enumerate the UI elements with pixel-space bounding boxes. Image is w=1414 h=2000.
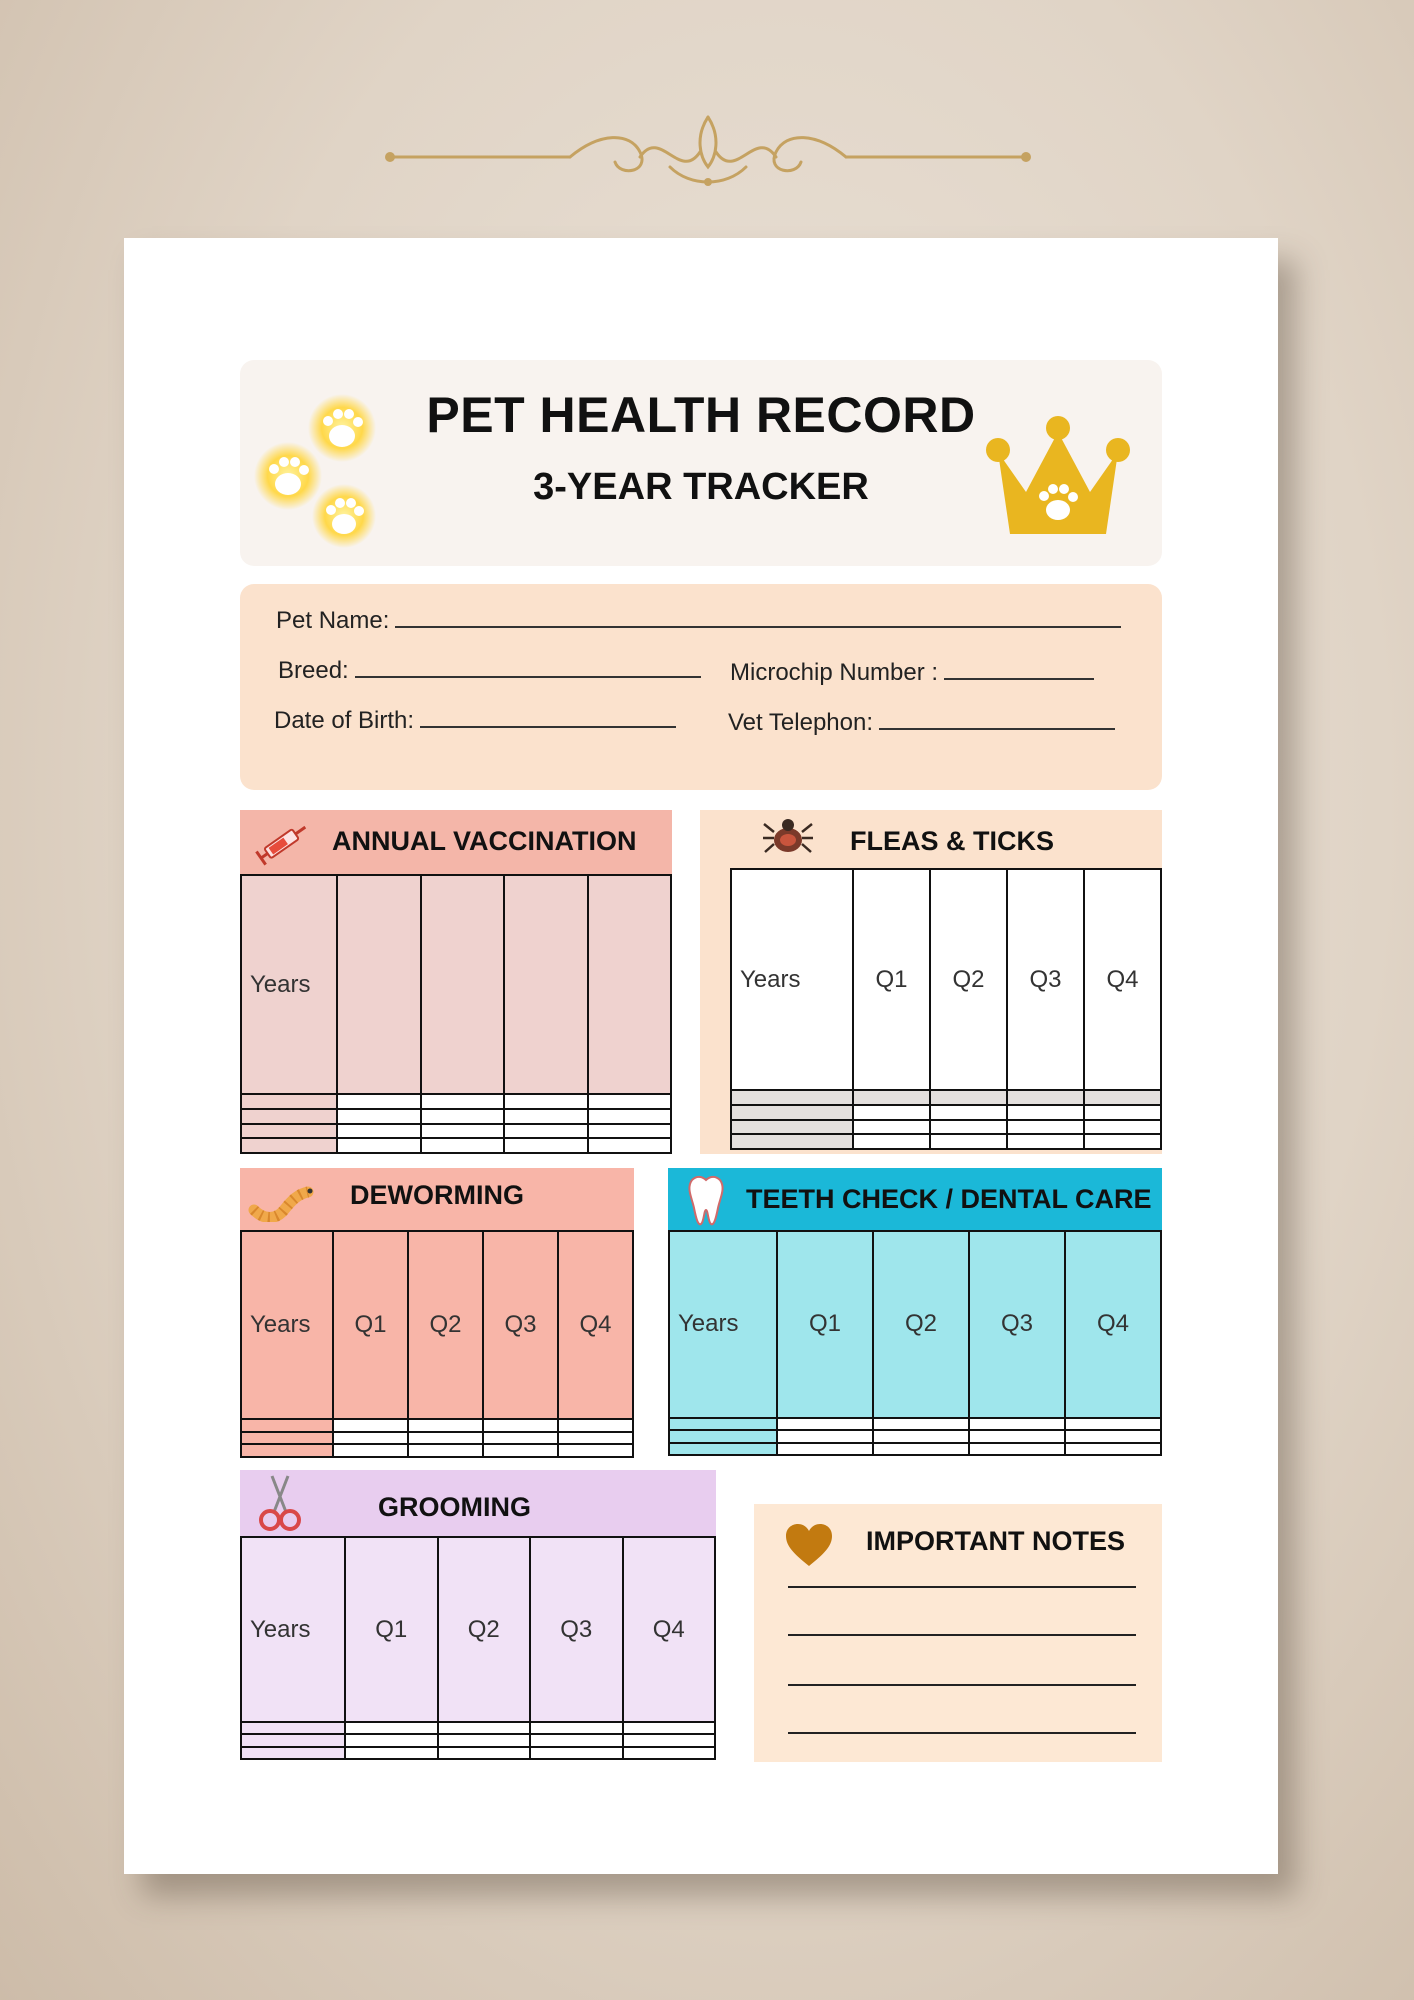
table-row <box>241 1419 633 1432</box>
entry-cell[interactable] <box>1065 1418 1161 1430</box>
entry-cell[interactable] <box>483 1444 558 1457</box>
entry-cell[interactable] <box>623 1722 716 1734</box>
year-cell[interactable] <box>241 1747 345 1759</box>
quarter-header-cell: Q3 <box>1007 869 1084 1090</box>
entry-cell[interactable] <box>558 1444 633 1457</box>
teeth-panel <box>668 1168 1162 1458</box>
breed-label: Breed: <box>278 657 349 684</box>
table-row <box>241 1747 715 1759</box>
quarter-header-cell: Q4 <box>623 1537 716 1722</box>
year-cell[interactable] <box>669 1418 777 1430</box>
entry-cell[interactable] <box>969 1443 1065 1455</box>
breed-row <box>278 654 701 685</box>
page-title: PET HEALTH RECORD <box>426 387 976 443</box>
year-cell[interactable] <box>241 1124 337 1139</box>
entry-cell[interactable] <box>853 1090 930 1105</box>
heart-icon <box>784 1522 834 1568</box>
syringe-icon <box>254 816 314 868</box>
table-row <box>241 1109 671 1124</box>
quarter-header-cell: Q4 <box>1065 1231 1161 1418</box>
year-cell[interactable] <box>241 1432 333 1445</box>
quarter-header-cell: Q2 <box>408 1231 483 1419</box>
entry-cell[interactable] <box>930 1105 1007 1120</box>
entry-cell[interactable] <box>588 1138 672 1153</box>
entry-cell[interactable] <box>1007 1105 1084 1120</box>
entry-cell[interactable] <box>421 1138 505 1153</box>
year-cell[interactable] <box>241 1734 345 1746</box>
entry-cell[interactable] <box>530 1734 623 1746</box>
entry-cell[interactable] <box>930 1134 1007 1149</box>
entry-cell[interactable] <box>873 1443 969 1455</box>
quarter-header-cell <box>421 875 505 1094</box>
entry-cell[interactable] <box>873 1430 969 1442</box>
entry-cell[interactable] <box>558 1432 633 1445</box>
entry-cell[interactable] <box>333 1432 408 1445</box>
entry-cell[interactable] <box>623 1747 716 1759</box>
table-row <box>731 1105 1161 1120</box>
quarter-header-cell: Q2 <box>930 869 1007 1090</box>
year-cell[interactable] <box>241 1109 337 1124</box>
entry-cell[interactable] <box>337 1109 421 1124</box>
dob-row <box>274 704 676 735</box>
important-notes-panel <box>754 1504 1162 1762</box>
entry-cell[interactable] <box>483 1432 558 1445</box>
table-row <box>731 1120 1161 1135</box>
years-header-cell: Years <box>241 1537 345 1722</box>
entry-cell[interactable] <box>853 1120 930 1135</box>
entry-cell[interactable] <box>853 1134 930 1149</box>
grooming-table <box>240 1536 716 1760</box>
years-header-cell: Years <box>731 869 853 1090</box>
entry-cell[interactable] <box>337 1124 421 1139</box>
table-row <box>731 1134 1161 1149</box>
grooming-panel <box>240 1470 716 1760</box>
entry-cell[interactable] <box>1065 1443 1161 1455</box>
annual-vaccination-title: ANNUAL VACCINATION <box>332 826 637 856</box>
year-cell[interactable] <box>669 1430 777 1442</box>
table-row <box>241 1124 671 1139</box>
entry-cell[interactable] <box>337 1138 421 1153</box>
entry-cell[interactable] <box>930 1120 1007 1135</box>
important-notes-title: IMPORTANT NOTES <box>866 1526 1125 1556</box>
entry-cell[interactable] <box>588 1094 672 1109</box>
entry-cell[interactable] <box>408 1444 483 1457</box>
table-row <box>731 1090 1161 1105</box>
year-cell[interactable] <box>241 1419 333 1432</box>
entry-cell[interactable] <box>504 1138 588 1153</box>
year-cell[interactable] <box>731 1090 853 1105</box>
entry-cell[interactable] <box>421 1124 505 1139</box>
entry-cell[interactable] <box>483 1419 558 1432</box>
quarter-header-cell: Q1 <box>345 1537 438 1722</box>
entry-cell[interactable] <box>1007 1134 1084 1149</box>
entry-cell[interactable] <box>588 1124 672 1139</box>
entry-cell[interactable] <box>588 1109 672 1124</box>
entry-cell[interactable] <box>623 1734 716 1746</box>
deworming-table <box>240 1230 634 1458</box>
table-header-row <box>241 1537 715 1722</box>
pet-name-label: Pet Name: <box>276 607 390 634</box>
ornament-flourish <box>370 112 1046 202</box>
year-cell[interactable] <box>669 1443 777 1455</box>
quarter-header-cell: Q3 <box>969 1231 1065 1418</box>
tick-bug-icon <box>762 812 814 864</box>
table-row <box>669 1430 1161 1442</box>
year-cell[interactable] <box>241 1444 333 1457</box>
year-cell[interactable] <box>241 1094 337 1109</box>
entry-cell[interactable] <box>345 1722 438 1734</box>
entry-cell[interactable] <box>853 1105 930 1120</box>
table-row <box>241 1094 671 1109</box>
crown-paw-icon <box>978 412 1138 542</box>
entry-cell[interactable] <box>1084 1105 1161 1120</box>
page-subtitle: 3-YEAR TRACKER <box>533 466 869 508</box>
tracker-sheet <box>124 238 1278 1874</box>
table-row <box>241 1138 671 1153</box>
entry-cell[interactable] <box>333 1444 408 1457</box>
quarter-header-cell: Q4 <box>558 1231 633 1419</box>
pet-name-row <box>276 604 1121 635</box>
notes-line[interactable] <box>788 1586 1136 1588</box>
years-header-cell: Years <box>241 875 337 1094</box>
table-header-row <box>731 869 1161 1090</box>
entry-cell[interactable] <box>504 1109 588 1124</box>
pet-name-field[interactable] <box>395 604 1121 628</box>
quarter-header-cell: Q1 <box>777 1231 873 1418</box>
teeth-table <box>668 1230 1162 1456</box>
microchip-field[interactable] <box>944 656 1094 680</box>
entry-cell[interactable] <box>408 1419 483 1432</box>
vet-phone-row <box>728 706 1115 737</box>
microchip-label: Microchip Number : <box>730 659 939 686</box>
quarter-header-cell: Q1 <box>333 1231 408 1419</box>
breed-field[interactable] <box>355 654 701 678</box>
quarter-header-cell: Q2 <box>438 1537 531 1722</box>
notes-line[interactable] <box>788 1732 1136 1734</box>
entry-cell[interactable] <box>504 1124 588 1139</box>
entry-cell[interactable] <box>969 1430 1065 1442</box>
dob-field[interactable] <box>420 704 676 728</box>
entry-cell[interactable] <box>1084 1120 1161 1135</box>
quarter-header-cell: Q4 <box>1084 869 1161 1090</box>
quarter-header-cell: Q3 <box>483 1231 558 1419</box>
year-cell[interactable] <box>731 1120 853 1135</box>
table-header-row <box>241 875 671 1094</box>
entry-cell[interactable] <box>421 1094 505 1109</box>
deworming-title: DEWORMING <box>350 1180 524 1210</box>
scissors-icon <box>254 1472 306 1534</box>
table-row <box>669 1443 1161 1455</box>
annual-vaccination-panel <box>240 810 672 1154</box>
grooming-title: GROOMING <box>378 1492 531 1522</box>
entry-cell[interactable] <box>969 1418 1065 1430</box>
years-header-cell: Years <box>241 1231 333 1419</box>
entry-cell[interactable] <box>1007 1090 1084 1105</box>
table-row <box>241 1722 715 1734</box>
entry-cell[interactable] <box>530 1747 623 1759</box>
entry-cell[interactable] <box>333 1419 408 1432</box>
entry-cell[interactable] <box>438 1747 531 1759</box>
quarter-header-cell: Q1 <box>853 869 930 1090</box>
year-cell[interactable] <box>731 1134 853 1149</box>
year-cell[interactable] <box>241 1138 337 1153</box>
entry-cell[interactable] <box>337 1094 421 1109</box>
table-row <box>241 1734 715 1746</box>
entry-cell[interactable] <box>421 1109 505 1124</box>
annual-vaccination-table <box>240 874 672 1154</box>
year-cell[interactable] <box>731 1105 853 1120</box>
entry-cell[interactable] <box>504 1094 588 1109</box>
entry-cell[interactable] <box>1084 1090 1161 1105</box>
entry-cell[interactable] <box>438 1722 531 1734</box>
table-row <box>669 1418 1161 1430</box>
notes-line[interactable] <box>788 1634 1136 1636</box>
fleas-ticks-table <box>730 868 1162 1150</box>
fleas-ticks-panel <box>700 810 1162 1154</box>
entry-cell[interactable] <box>873 1418 969 1430</box>
entry-cell[interactable] <box>777 1418 873 1430</box>
table-row <box>241 1444 633 1457</box>
entry-cell[interactable] <box>930 1090 1007 1105</box>
table-header-row <box>669 1231 1161 1418</box>
header-banner <box>240 360 1162 566</box>
entry-cell[interactable] <box>408 1432 483 1445</box>
entry-cell[interactable] <box>777 1443 873 1455</box>
worm-icon <box>248 1176 318 1222</box>
teeth-title: TEETH CHECK / DENTAL CARE <box>746 1184 1152 1214</box>
entry-cell[interactable] <box>1065 1430 1161 1442</box>
quarter-header-cell <box>337 875 421 1094</box>
entry-cell[interactable] <box>777 1430 873 1442</box>
entry-cell[interactable] <box>438 1734 531 1746</box>
quarter-header-cell <box>588 875 672 1094</box>
tooth-icon <box>686 1172 726 1228</box>
vet-phone-label: Vet Telephon: <box>728 709 874 736</box>
microchip-row <box>730 656 1094 687</box>
quarter-header-cell: Q3 <box>530 1537 623 1722</box>
dob-label: Date of Birth: <box>274 707 415 734</box>
years-header-cell: Years <box>669 1231 777 1418</box>
vet-phone-field[interactable] <box>879 706 1115 730</box>
entry-cell[interactable] <box>345 1734 438 1746</box>
fleas-ticks-title: FLEAS & TICKS <box>850 826 1055 856</box>
table-row <box>241 1432 633 1445</box>
entry-cell[interactable] <box>558 1419 633 1432</box>
pet-info-panel <box>240 584 1162 790</box>
year-cell[interactable] <box>241 1722 345 1734</box>
quarter-header-cell <box>504 875 588 1094</box>
notes-line[interactable] <box>788 1684 1136 1686</box>
table-header-row <box>241 1231 633 1419</box>
entry-cell[interactable] <box>1007 1120 1084 1135</box>
entry-cell[interactable] <box>530 1722 623 1734</box>
deworming-panel <box>240 1168 634 1458</box>
quarter-header-cell: Q2 <box>873 1231 969 1418</box>
entry-cell[interactable] <box>345 1747 438 1759</box>
entry-cell[interactable] <box>1084 1134 1161 1149</box>
